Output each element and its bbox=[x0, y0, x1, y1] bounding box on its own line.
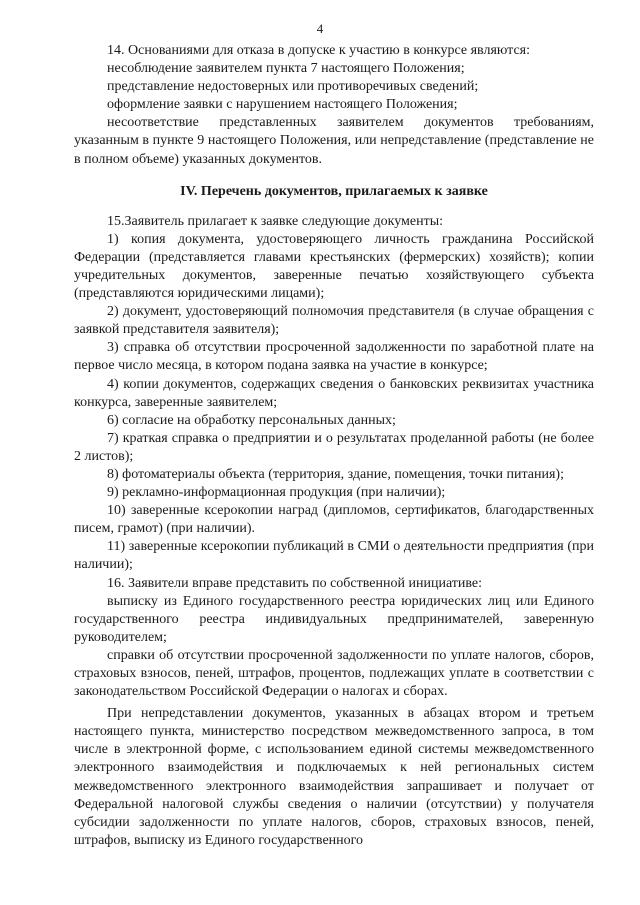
paragraph: несоответствие представленных заявителем документов требованиям, указанным в пункте 9 настоящего Положения, или непредставление (представление не в полном объеме) указанных документов. bbox=[74, 115, 594, 167]
section-heading: IV. Перечень документов, прилагаемых к заявке bbox=[180, 183, 488, 199]
list-item: 11) заверенные ксерокопии публикаций в СМИ о деятельности предприятия (при наличии); bbox=[74, 539, 594, 573]
paragraph: При непредставлении документов, указанных в абзацах втором и третьем настоящего пункта, министерство посредством межведомственного запроса, в том числе в электронной форме, с использованием единой системы межведомственного электронного взаимодействия и подключаемых к ней региональных систем межведомственного электронного взаимодействия запрашивает и получает от Федеральной налоговой службы сведения о наличии (отсутствии) у получателя субсидии задолженности по уплате налогов, сборов, страховых взносов, пеней, штрафов, выписку из Единого государственного bbox=[74, 706, 594, 848]
list-item: 3) справка об отсутствии просроченной задолженности по заработной плате на первое число месяца, в котором подана заявка на участие в конкурсе; bbox=[74, 340, 594, 374]
list-item: 9) рекламно-информационная продукция (при наличии); bbox=[107, 485, 446, 501]
list-item: 4) копии документов, содержащих сведения о банковских реквизитах участника конкурса, заверенные заявителем; bbox=[74, 376, 594, 410]
paragraph: справки об отсутствии просроченной задолженности по уплате налогов, сборов, страховых взносов, пеней, штрафов, процентов, подлежащих уплате в соответствии с законодательством Российской Федерации о налогах и сборах. bbox=[74, 647, 594, 700]
paragraph-15: 15.Заявитель прилагает к заявке следующие документы: bbox=[107, 213, 444, 229]
document-body bbox=[74, 42, 594, 850]
list-item: 10) заверенные ксерокопии наград (дипломов, сертификатов, благодарственных писем, грамот) (при наличии). bbox=[74, 503, 594, 537]
paragraph: представление недостоверных или противоречивых сведений; bbox=[107, 79, 479, 95]
list-item: 1) копия документа, удостоверяющего личность гражданина Российской Федерации (представляется главами крестьянских (фермерских) хозяйств); копии учредительных документов, заверенные печатью хозяйствующего субъекта (представляются юридическими лицами); bbox=[74, 231, 594, 302]
paragraph: выписку из Единого государственного реестра юридических лиц или Единого государственного реестра индивидуальных предпринимателей, заверенную руководителем; bbox=[74, 593, 594, 645]
list-item: 2) документ, удостоверяющий полномочия представителя (в случае обращения с заявкой представителя заявителя); bbox=[74, 304, 594, 338]
paragraph: несоблюдение заявителем пункта 7 настоящего Положения; bbox=[107, 61, 465, 77]
list-item: 7) краткая справка о предприятии и о результатах проделанной работы (не более 2 листов); bbox=[74, 430, 594, 464]
paragraph-16: 16. Заявители вправе представить по собственной инициативе: bbox=[107, 575, 483, 591]
paragraph: оформление заявки с нарушением настоящего Положения; bbox=[107, 97, 458, 113]
paragraph-14: 14. Основаниями для отказа в допуске к участию в конкурсе являются: bbox=[107, 43, 531, 58]
list-item: 6) согласие на обработку персональных данных; bbox=[107, 412, 396, 428]
list-item: 8) фотоматериалы объекта (территория, здание, помещения, точки питания); bbox=[107, 466, 564, 482]
page-number: 4 bbox=[316, 21, 324, 36]
